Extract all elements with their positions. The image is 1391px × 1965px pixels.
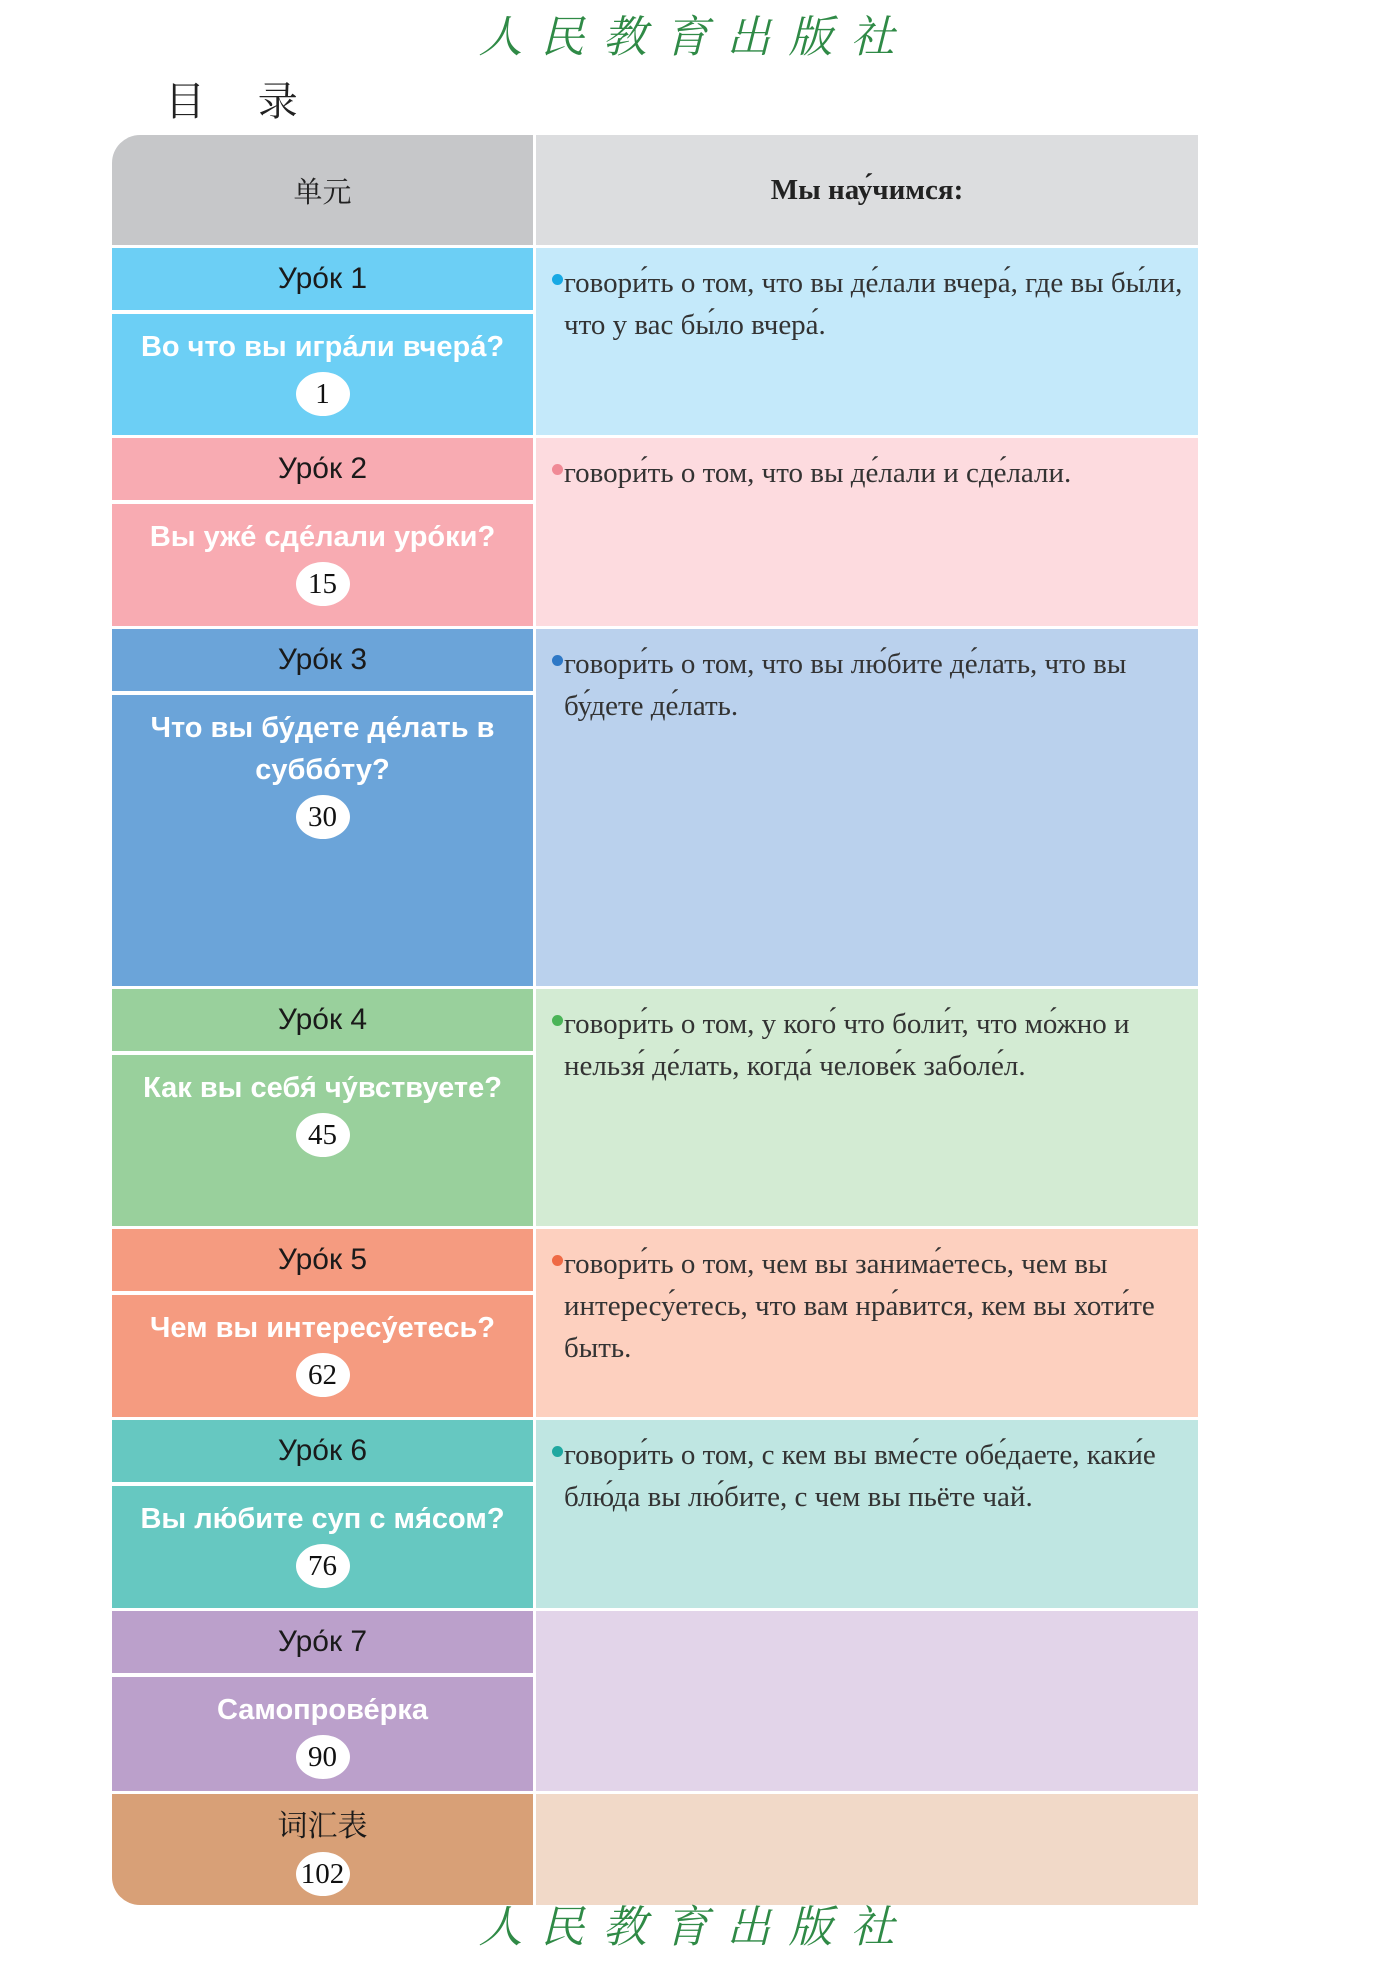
lesson-goal: говори́ть о том, чем вы занима́етесь, чем вы интересу́етесь, что вам нра́вится, кем вы хоти́те быть.	[564, 1248, 1155, 1364]
page-number-badge: 30	[296, 795, 350, 839]
lesson-unit-cell[interactable]	[112, 629, 533, 986]
lesson-goal: говори́ть о том, с кем вы вме́сте обе́даете, каки́е блю́да вы лю́бите, с чем вы пьёте чай.	[564, 1439, 1156, 1513]
lesson-row-5[interactable]	[112, 1229, 1198, 1417]
publisher-footer: 人民教育出版社	[478, 1902, 913, 1953]
lesson-unit-cell[interactable]	[112, 1420, 533, 1608]
vocab-label: 词汇表	[277, 1809, 368, 1844]
lesson-row-7[interactable]	[112, 1611, 1198, 1791]
vocab-empty-cell	[536, 1794, 1198, 1905]
lesson-goal: говори́ть о том, что вы де́лали вчера́, где вы бы́ли, что у вас бы́ло вчера́.	[564, 267, 1183, 341]
publisher-header: 人民教育出版社	[478, 12, 913, 63]
lesson-title: Как вы себя́ чу́вствуете?	[143, 1072, 502, 1104]
bullet-icon	[552, 1015, 563, 1026]
lesson-label: Уро́к 4	[112, 989, 533, 1055]
lesson-unit-cell[interactable]	[112, 1611, 533, 1791]
lesson-unit-cell[interactable]	[112, 989, 533, 1226]
lesson-goal: говори́ть о том, что вы лю́бите де́лать, что вы бу́дете де́лать.	[564, 648, 1127, 722]
lesson-title: Самопрове́рка	[216, 1694, 429, 1726]
vocab-unit-cell[interactable]	[112, 1794, 533, 1905]
page-title: 目 录	[165, 79, 318, 125]
page-number-badge: 76	[296, 1544, 350, 1588]
lesson-row-1[interactable]	[112, 248, 1198, 435]
lesson-label: Уро́к 6	[112, 1420, 533, 1486]
bullet-icon	[552, 655, 563, 666]
page-number-badge: 15	[296, 562, 350, 606]
lesson-row-4[interactable]	[112, 989, 1198, 1226]
lesson-goal-cell	[536, 989, 1198, 1226]
unit-column-header: 单元	[293, 176, 352, 209]
vocab-row[interactable]	[112, 1794, 1198, 1905]
lesson-title: Чем вы интересу́етесь?	[149, 1312, 496, 1344]
toc-header-row	[112, 135, 1198, 245]
bullet-icon	[552, 1255, 563, 1266]
lesson-label: Уро́к 7	[112, 1611, 533, 1677]
bullet-icon	[552, 274, 563, 285]
lesson-title: Вы уже́ сде́лали уро́ки?	[149, 521, 496, 553]
lesson-unit-cell[interactable]	[112, 438, 533, 626]
lesson-row-3[interactable]	[112, 629, 1198, 986]
lesson-goal: говори́ть о том, у кого́ что боли́т, что мо́жно и нельзя́ де́лать, когда́ челове́к заболе́л.	[564, 1008, 1130, 1082]
bullet-icon	[552, 464, 563, 475]
lesson-goal-cell	[536, 438, 1198, 626]
learn-column-header: Мы нау́чимся:	[770, 173, 964, 206]
lesson-label: Уро́к 2	[112, 438, 533, 504]
lesson-label: Уро́к 1	[112, 248, 533, 314]
lesson-label: Уро́к 3	[112, 629, 533, 695]
lesson-row-6[interactable]	[112, 1420, 1198, 1608]
lesson-unit-cell[interactable]	[112, 1229, 533, 1417]
lesson-title: Что вы бу́дете де́лать в суббо́ту?	[150, 712, 495, 786]
lesson-goal-cell	[536, 629, 1198, 986]
bullet-icon	[552, 1446, 563, 1457]
lesson-label: Уро́к 5	[112, 1229, 533, 1295]
lesson-goal-cell	[536, 1611, 1198, 1791]
page-number-badge: 45	[296, 1113, 350, 1157]
lesson-row-2[interactable]	[112, 438, 1198, 626]
toc-table	[112, 135, 1198, 1905]
page-number-badge: 62	[296, 1353, 350, 1397]
lesson-title: Во что вы игра́ли вчера́?	[140, 331, 505, 363]
lesson-goal-cell	[536, 1229, 1198, 1417]
lesson-unit-cell[interactable]	[112, 248, 533, 435]
lesson-goal-cell	[536, 248, 1198, 435]
lesson-goal: говори́ть о том, что вы де́лали и сде́лали.	[564, 457, 1072, 489]
page-number-badge: 102	[296, 1852, 350, 1896]
page-number-badge: 90	[296, 1735, 350, 1779]
lesson-title: Вы лю́бите суп с мя́сом?	[140, 1503, 505, 1535]
page-number-badge: 1	[296, 372, 350, 416]
lesson-goal-cell	[536, 1420, 1198, 1608]
